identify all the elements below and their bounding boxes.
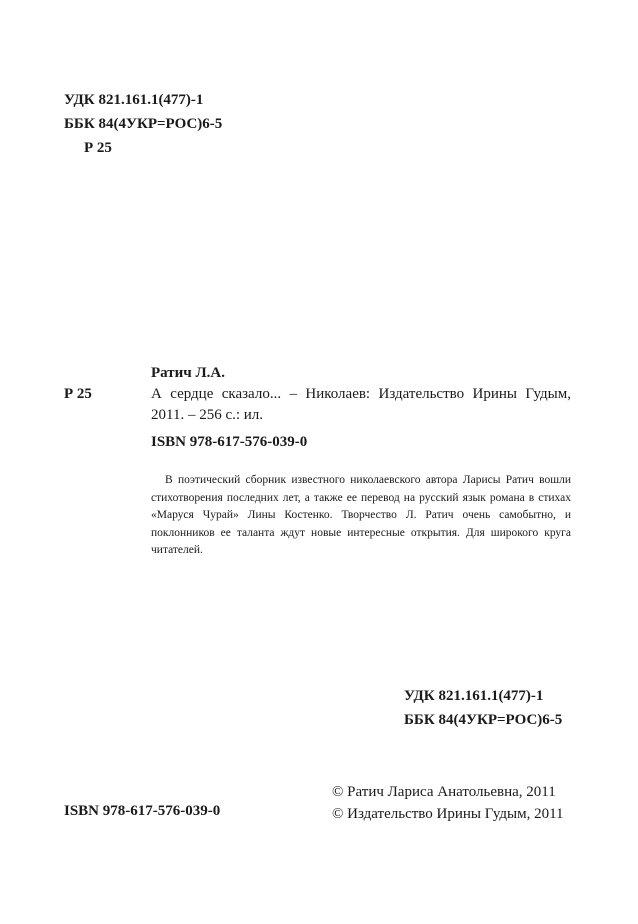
bbk-code: ББК 84(4УКР=РОС)6-5: [64, 116, 223, 132]
entry-author: Ратич Л.А.: [151, 365, 226, 381]
isbn-bottom: ISBN 978-617-576-039-0: [64, 803, 221, 819]
bbk-code-bottom: ББК 84(4УКР=РОС)6-5: [404, 712, 563, 728]
annotation-text: В поэтический сборник известного николаевского автора Ларисы Ратич вошли стихотворения последних лет, а также ее перевод на русский язык романа в стихах «Маруся Чурай» Лины Костенко. Творчество Л. Ратич очень самобытно, и поклонников ее таланта ждут новые интересные открытия. Для широкого круга читателей.: [151, 474, 571, 556]
copyright-block: [332, 781, 564, 825]
classification-top: [64, 88, 222, 160]
entry-description: А сердце сказало... – Николаев: Издательство Ирины Гудым, 2011. – 256 с.: ил.: [151, 386, 571, 423]
author-code: Р 25: [84, 140, 112, 156]
entry-side-code: Р 25: [64, 386, 92, 402]
classification-bottom: [404, 684, 562, 732]
copyright-author: © Ратич Лариса Анатольевна, 2011: [332, 784, 556, 800]
entry-isbn: ISBN 978-617-576-039-0: [151, 434, 308, 450]
copyright-publisher: © Издательство Ирины Гудым, 2011: [332, 806, 564, 822]
catalog-entry: [151, 363, 571, 426]
udk-code: УДК 821.161.1(477)-1: [64, 92, 204, 108]
udk-code-bottom: УДК 821.161.1(477)-1: [404, 688, 544, 704]
